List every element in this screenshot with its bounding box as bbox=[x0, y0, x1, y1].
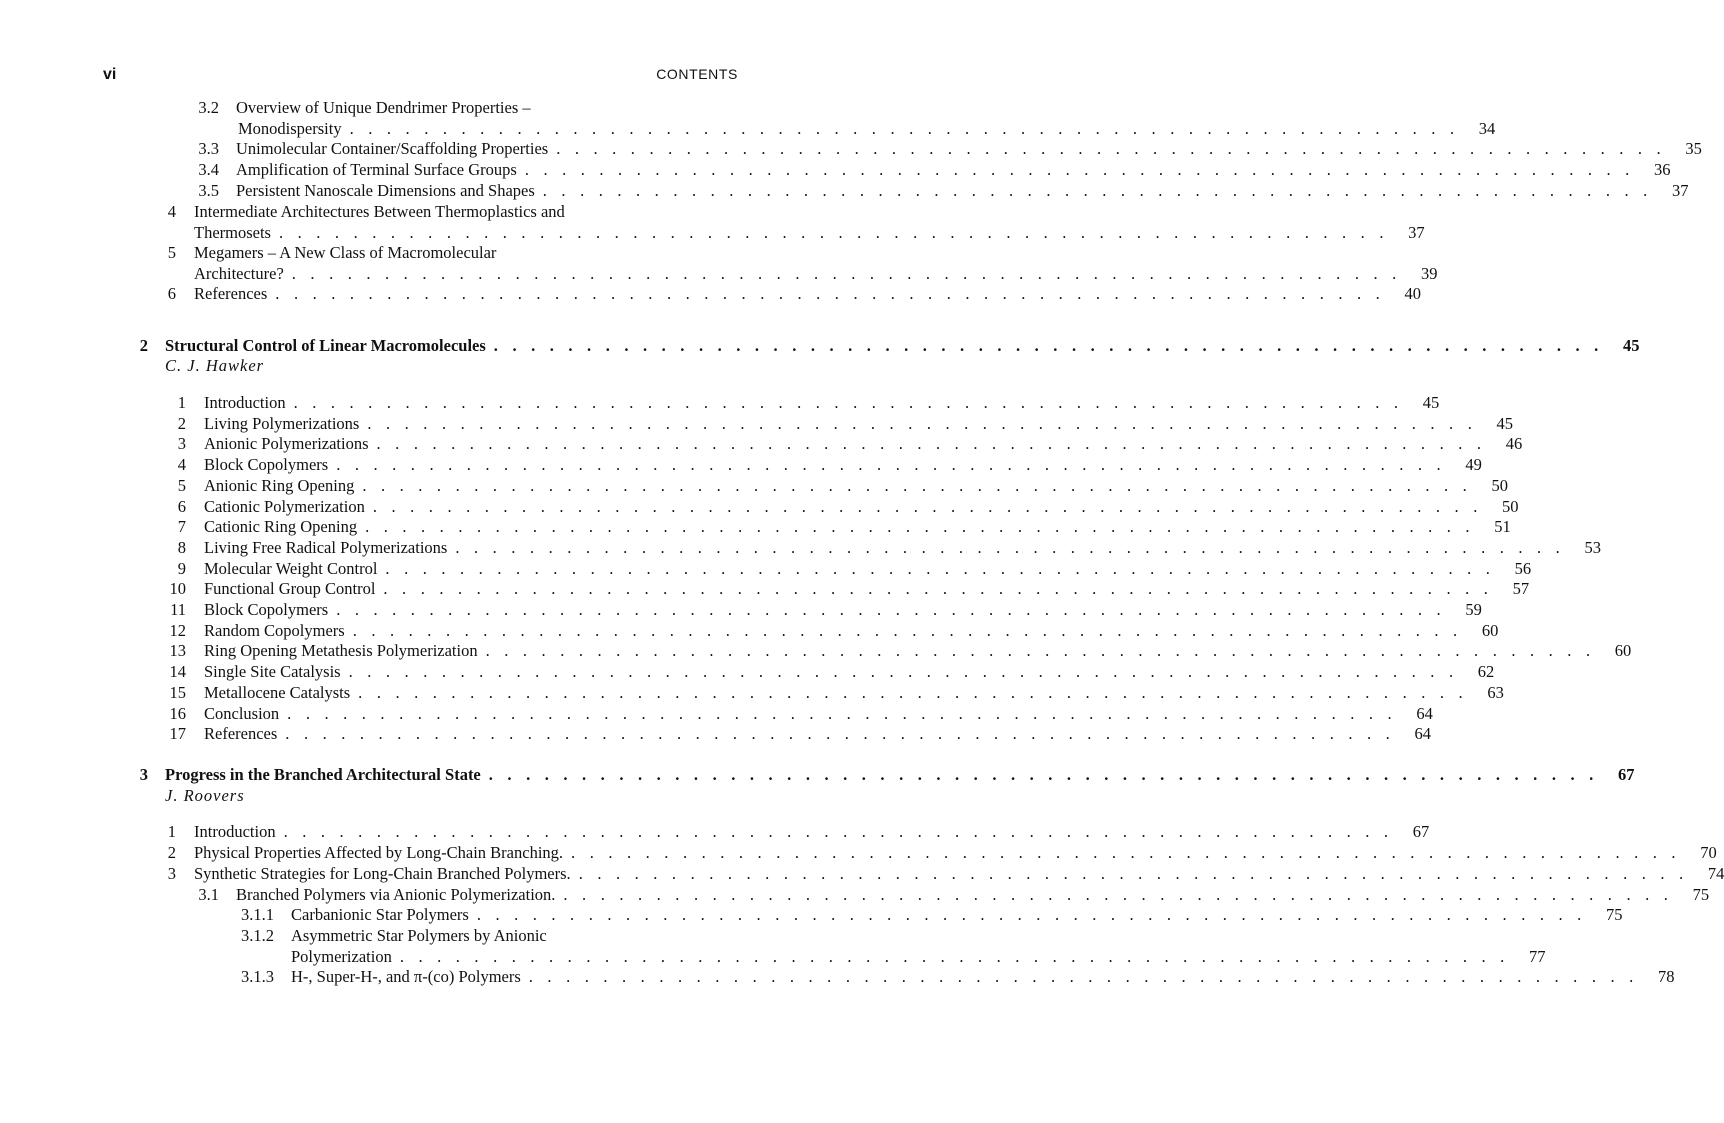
toc-entry-row bbox=[204, 558, 1532, 579]
dot-leader: . . . . . . . . . . . . . . . . . . . . . . . . . . . . . . . . . . . . . . . . . . . . . . . . . . . . . . . . . . . . bbox=[528, 967, 1639, 986]
entry-number: 3.3 bbox=[198, 139, 219, 158]
entry-title: Introduction bbox=[204, 393, 286, 412]
entry-page-number: 78 bbox=[1657, 967, 1675, 986]
toc-entry-row bbox=[204, 620, 1499, 641]
entry-number: 3.1.1 bbox=[241, 905, 274, 924]
entry-title: Cationic Ring Opening bbox=[204, 517, 358, 537]
toc-entry-row bbox=[194, 863, 1724, 884]
entry-number: 2 bbox=[177, 413, 186, 433]
entry-page-number: 50 bbox=[1502, 496, 1519, 516]
toc-entry-row bbox=[204, 682, 1504, 703]
entry-title: Progress in the Branched Architectural State bbox=[165, 765, 481, 784]
toc-entry-row bbox=[204, 599, 1482, 620]
entry-title: References bbox=[204, 724, 278, 744]
dot-leader: . . . . . . . . . . . . . . . . . . . . . . . . . . . . . . . . . . . . . . . . . . . . . . . . . . . . . . . . . . . . bbox=[455, 537, 1566, 557]
entry-title: Monodispersity bbox=[238, 118, 342, 138]
entry-number: 15 bbox=[169, 682, 186, 702]
entry-title: Polymerization bbox=[291, 946, 392, 966]
dot-leader: . . . . . . . . . . . . . . . . . . . . . . . . . . . . . . . . . . . . . . . . . . . . . . . . . . . . . . . . . . . . bbox=[275, 284, 1385, 303]
entry-number: 8 bbox=[177, 537, 186, 557]
entry-number: 2 bbox=[139, 336, 148, 355]
entry-page-number: 57 bbox=[1512, 579, 1530, 599]
entry-title: Structural Control of Linear Macromolecules bbox=[165, 336, 486, 355]
entry-page-number: 70 bbox=[1700, 843, 1717, 862]
entry-number: 3 bbox=[139, 765, 148, 784]
entry-number: 5 bbox=[177, 475, 186, 495]
entry-page-number: 34 bbox=[1478, 118, 1496, 138]
dot-leader: . . . . . . . . . . . . . . . . . . . . . . . . . . . . . . . . . . . . . . . . . . . . . . . . . . . . . . . . . . . . bbox=[563, 885, 1674, 904]
toc-entry-row bbox=[204, 640, 1632, 661]
toc-entry-row bbox=[236, 138, 1702, 159]
entry-number: 7 bbox=[177, 517, 186, 537]
entry-title: Living Polymerizations bbox=[204, 413, 360, 433]
entry-number: 3 bbox=[167, 864, 176, 883]
entry-title: Molecular Weight Control bbox=[204, 558, 378, 578]
entry-number: 13 bbox=[169, 641, 186, 661]
entry-number: 3.4 bbox=[198, 160, 219, 179]
entry-number: 4 bbox=[177, 455, 186, 475]
entry-page-number: 62 bbox=[1477, 662, 1495, 682]
toc-entry-row bbox=[194, 821, 1430, 842]
entry-title-line: Overview of Unique Dendrimer Properties – bbox=[236, 98, 531, 117]
toc-entry-row bbox=[204, 413, 1514, 434]
entry-number: 1 bbox=[177, 393, 186, 412]
dot-leader: . . . . . . . . . . . . . . . . . . . . . . . . . . . . . . . . . . . . . . . . . . . . . . . . . . . . . . . . . . . . bbox=[556, 139, 1666, 158]
dot-leader: . . . . . . . . . . . . . . . . . . . . . . . . . . . . . . . . . . . . . . . . . . . . . . . . . . . . . . . . . . . . bbox=[376, 434, 1487, 454]
toc-entry-row bbox=[204, 496, 1519, 517]
entry-page-number: 50 bbox=[1491, 475, 1509, 495]
entry-title: Random Copolymers bbox=[204, 620, 345, 640]
dot-leader: . . . . . . . . . . . . . . . . . . . . . . . . . . . . . . . . . . . . . . . . . . . . . . . . . . . . . . . . . . . . bbox=[293, 393, 1404, 412]
entry-page-number: 74 bbox=[1707, 864, 1724, 883]
dot-leader: . . . . . . . . . . . . . . . . . . . . . . . . . . . . . . . . . . . . . . . . . . . . . . . . . . . . . . . . . . . . bbox=[358, 682, 1468, 702]
entry-title-line: Megamers – A New Class of Macromolecular bbox=[194, 243, 497, 262]
entry-page-number: 60 bbox=[1481, 620, 1499, 640]
entry-page-number: 64 bbox=[1416, 703, 1433, 723]
dot-leader: . . . . . . . . . . . . . . . . . . . . . . . . . . . . . . . . . . . . . . . . . . . . . . . . . . . . . . . . . . . . bbox=[485, 641, 1596, 661]
dot-leader: . . . . . . . . . . . . . . . . . . . . . . . . . . . . . . . . . . . . . . . . . . . . . . . . . . . . . . . . . . . . bbox=[336, 455, 1446, 475]
entry-page-number: 63 bbox=[1487, 682, 1504, 702]
entry-number: 3 bbox=[177, 434, 186, 454]
dot-leader: . . . . . . . . . . . . . . . . . . . . . . . . . . . . . . . . . . . . . . . . . . . . . . . . . . . . . . . . . . . . bbox=[385, 558, 1496, 578]
dot-leader: . . . . . . . . . . . . . . . . . . . . . . . . . . . . . . . . . . . . . . . . . . . . . . . . . . . . . . . . . . . . bbox=[283, 822, 1394, 841]
entry-page-number: 75 bbox=[1692, 885, 1710, 904]
entry-number: 6 bbox=[177, 496, 186, 516]
toc-entry-row bbox=[236, 180, 1689, 201]
toc-entry-row bbox=[204, 475, 1509, 496]
entry-title: References bbox=[194, 284, 268, 303]
entry-page-number: 67 bbox=[1617, 765, 1635, 784]
toc-entry-row bbox=[236, 884, 1710, 905]
toc-entry-row bbox=[204, 537, 1602, 558]
dot-leader: . . . . . . . . . . . . . . . . . . . . . . . . . . . . . . . . . . . . . . . . . . . . . . . . . . . . . . . . . . . . bbox=[287, 703, 1397, 723]
entry-title: Anionic Polymerizations bbox=[204, 434, 369, 454]
entry-page-number: 35 bbox=[1685, 139, 1702, 158]
entry-number: 3.1 bbox=[198, 885, 219, 904]
entry-page-number: 36 bbox=[1654, 160, 1671, 179]
entry-title-line: Asymmetric Star Polymers by Anionic bbox=[291, 926, 547, 945]
entry-title: Architecture? bbox=[194, 263, 284, 283]
dot-leader: . . . . . . . . . . . . . . . . . . . . . . . . . . . . . . . . . . . . . . . . . . . . . . . . . . . . . . . . . . . . bbox=[488, 765, 1599, 784]
entry-page-number: 60 bbox=[1614, 641, 1632, 661]
dot-leader: . . . . . . . . . . . . . . . . . . . . . . . . . . . . . . . . . . . . . . . . . . . . . . . . . . . . . . . . . . . . bbox=[571, 843, 1681, 862]
entry-number: 3.5 bbox=[198, 181, 219, 200]
toc-entry-row bbox=[204, 578, 1530, 599]
toc-entry-row bbox=[204, 723, 1431, 744]
toc-entry-row bbox=[204, 661, 1495, 682]
dot-leader: . . . . . . . . . . . . . . . . . . . . . . . . . . . . . . . . . . . . . . . . . . . . . . . . . . . . . . . . . . . . bbox=[349, 118, 1460, 138]
entry-page-number: 46 bbox=[1505, 434, 1523, 454]
entry-page-number: 49 bbox=[1465, 455, 1482, 475]
entry-title: Anionic Ring Opening bbox=[204, 475, 355, 495]
toc-entry-row bbox=[165, 764, 1635, 785]
entry-title: Physical Properties Affected by Long-Chain Branching. bbox=[194, 843, 564, 862]
entry-number: 1 bbox=[167, 822, 176, 841]
entry-title: Block Copolymers bbox=[204, 600, 329, 619]
entry-title: Carbanionic Star Polymers bbox=[291, 905, 469, 924]
entry-number: 3.1.3 bbox=[241, 967, 274, 986]
toc-entry-row bbox=[204, 454, 1482, 475]
entry-title: H-, Super-H-, and π-(co) Polymers bbox=[291, 967, 521, 986]
entry-number: 3.2 bbox=[198, 98, 219, 117]
running-title: CONTENTS bbox=[656, 66, 738, 82]
entry-page-number: 45 bbox=[1496, 413, 1514, 433]
entry-page-number: 64 bbox=[1414, 724, 1431, 744]
dot-leader: . . . . . . . . . . . . . . . . . . . . . . . . . . . . . . . . . . . . . . . . . . . . . . . . . . . . . . . . . . . . bbox=[348, 662, 1459, 682]
dot-leader: . . . . . . . . . . . . . . . . . . . . . . . . . . . . . . . . . . . . . . . . . . . . . . . . . . . . . . . . . . . . bbox=[476, 905, 1587, 924]
entry-page-number: 51 bbox=[1494, 517, 1511, 537]
dot-leader: . . . . . . . . . . . . . . . . . . . . . . . . . . . . . . . . . . . . . . . . . . . . . . . . . . . . . . . . . . . . bbox=[362, 475, 1473, 495]
dot-leader: . . . . . . . . . . . . . . . . . . . . . . . . . . . . . . . . . . . . . . . . . . . . . . . . . . . . . . . . . . . . bbox=[367, 413, 1478, 433]
entry-number: 14 bbox=[169, 662, 186, 682]
entry-title: Living Free Radical Polymerizations bbox=[204, 537, 448, 557]
toc-entry-row bbox=[236, 159, 1671, 180]
entry-title: Ring Opening Metathesis Polymerization bbox=[204, 641, 478, 661]
dot-leader: . . . . . . . . . . . . . . . . . . . . . . . . . . . . . . . . . . . . . . . . . . . . . . . . . . . . . . . . . . . . bbox=[278, 222, 1389, 242]
toc-entry-row bbox=[291, 904, 1623, 925]
entry-page-number: 77 bbox=[1529, 946, 1546, 966]
entry-number: 3.1.2 bbox=[241, 926, 274, 945]
toc-entry-row bbox=[238, 118, 1496, 139]
entry-page-number: 53 bbox=[1584, 537, 1602, 557]
dot-leader: . . . . . . . . . . . . . . . . . . . . . . . . . . . . . . . . . . . . . . . . . . . . . . . . . . . . . . . . . . . . bbox=[372, 496, 1483, 516]
entry-number: 6 bbox=[167, 284, 176, 303]
entry-title: Synthetic Strategies for Long-Chain Branched Polymers. bbox=[194, 864, 571, 883]
toc-entry-row bbox=[194, 283, 1421, 304]
toc-entry-row bbox=[194, 222, 1425, 243]
dot-leader: . . . . . . . . . . . . . . . . . . . . . . . . . . . . . . . . . . . . . . . . . . . . . . . . . . . . . . . . . . . . bbox=[578, 864, 1689, 883]
entry-page-number: 37 bbox=[1408, 222, 1425, 242]
entry-page-number: 67 bbox=[1412, 822, 1430, 841]
entry-page-number: 56 bbox=[1514, 558, 1532, 578]
entry-title: Thermosets bbox=[194, 222, 271, 242]
chapter-author: C. J. Hawker bbox=[165, 356, 265, 375]
entry-number: 4 bbox=[167, 202, 176, 221]
entry-page-number: 75 bbox=[1606, 905, 1623, 924]
dot-leader: . . . . . . . . . . . . . . . . . . . . . . . . . . . . . . . . . . . . . . . . . . . . . . . . . . . . . . . . . . . . bbox=[365, 517, 1475, 537]
toc-entry-row bbox=[194, 263, 1438, 284]
toc-entry-row bbox=[204, 516, 1511, 537]
entry-title: Conclusion bbox=[204, 703, 280, 723]
entry-title: Branched Polymers via Anionic Polymerization. bbox=[236, 885, 556, 904]
toc-entry-row bbox=[291, 966, 1675, 987]
entry-page-number: 59 bbox=[1465, 600, 1482, 619]
toc-entry-row bbox=[204, 433, 1523, 454]
dot-leader: . . . . . . . . . . . . . . . . . . . . . . . . . . . . . . . . . . . . . . . . . . . . . . . . . . . . . . . . . . . . bbox=[399, 946, 1510, 966]
entry-number: 5 bbox=[167, 243, 176, 262]
toc-entry-row bbox=[194, 842, 1717, 863]
entry-page-number: 40 bbox=[1404, 284, 1421, 303]
entry-title: Introduction bbox=[194, 822, 276, 841]
toc-entry-row bbox=[291, 946, 1546, 967]
dot-leader: . . . . . . . . . . . . . . . . . . . . . . . . . . . . . . . . . . . . . . . . . . . . . . . . . . . . . . . . . . . . bbox=[285, 724, 1395, 744]
entry-title: Metallocene Catalysts bbox=[204, 682, 351, 702]
toc-entry-row bbox=[165, 335, 1640, 356]
page-folio: vi bbox=[103, 66, 117, 83]
dot-leader: . . . . . . . . . . . . . . . . . . . . . . . . . . . . . . . . . . . . . . . . . . . . . . . . . . . . . . . . . . . . bbox=[291, 263, 1402, 283]
entry-number: 2 bbox=[167, 843, 176, 862]
entry-title: Cationic Polymerization bbox=[204, 496, 365, 516]
page-header bbox=[103, 66, 738, 88]
entry-title: Persistent Nanoscale Dimensions and Shapes bbox=[236, 181, 535, 200]
entry-number: 17 bbox=[169, 724, 186, 744]
entry-page-number: 39 bbox=[1420, 263, 1438, 283]
entry-title: Functional Group Control bbox=[204, 579, 376, 599]
entry-number: 9 bbox=[177, 558, 186, 578]
entry-number: 12 bbox=[169, 620, 186, 640]
entry-title: Block Copolymers bbox=[204, 455, 329, 475]
toc-entry-row bbox=[204, 703, 1433, 724]
dot-leader: . . . . . . . . . . . . . . . . . . . . . . . . . . . . . . . . . . . . . . . . . . . . . . . . . . . . . . . . . . . . bbox=[383, 579, 1494, 599]
entry-page-number: 45 bbox=[1422, 393, 1440, 412]
entry-title: Unimolecular Container/Scaffolding Properties bbox=[236, 139, 549, 158]
dot-leader: . . . . . . . . . . . . . . . . . . . . . . . . . . . . . . . . . . . . . . . . . . . . . . . . . . . . . . . . . . . . bbox=[352, 620, 1463, 640]
dot-leader: . . . . . . . . . . . . . . . . . . . . . . . . . . . . . . . . . . . . . . . . . . . . . . . . . . . . . . . . . . . . bbox=[524, 160, 1635, 179]
entry-title: Single Site Catalysis bbox=[204, 662, 341, 682]
entry-page-number: 37 bbox=[1671, 181, 1689, 200]
entry-number: 16 bbox=[169, 703, 186, 723]
entry-number: 11 bbox=[170, 600, 186, 619]
entry-title-line: Intermediate Architectures Between Thermoplastics and bbox=[194, 202, 565, 221]
dot-leader: . . . . . . . . . . . . . . . . . . . . . . . . . . . . . . . . . . . . . . . . . . . . . . . . . . . . . . . . . . . . bbox=[493, 336, 1604, 355]
entry-number: 10 bbox=[169, 579, 186, 599]
toc-entry-row bbox=[204, 392, 1440, 413]
dot-leader: . . . . . . . . . . . . . . . . . . . . . . . . . . . . . . . . . . . . . . . . . . . . . . . . . . . . . . . . . . . . bbox=[542, 181, 1653, 200]
dot-leader: . . . . . . . . . . . . . . . . . . . . . . . . . . . . . . . . . . . . . . . . . . . . . . . . . . . . . . . . . . . . bbox=[336, 600, 1446, 619]
entry-page-number: 45 bbox=[1622, 336, 1640, 355]
chapter-author: J. Roovers bbox=[165, 786, 245, 805]
entry-title: Amplification of Terminal Surface Groups bbox=[236, 160, 517, 179]
